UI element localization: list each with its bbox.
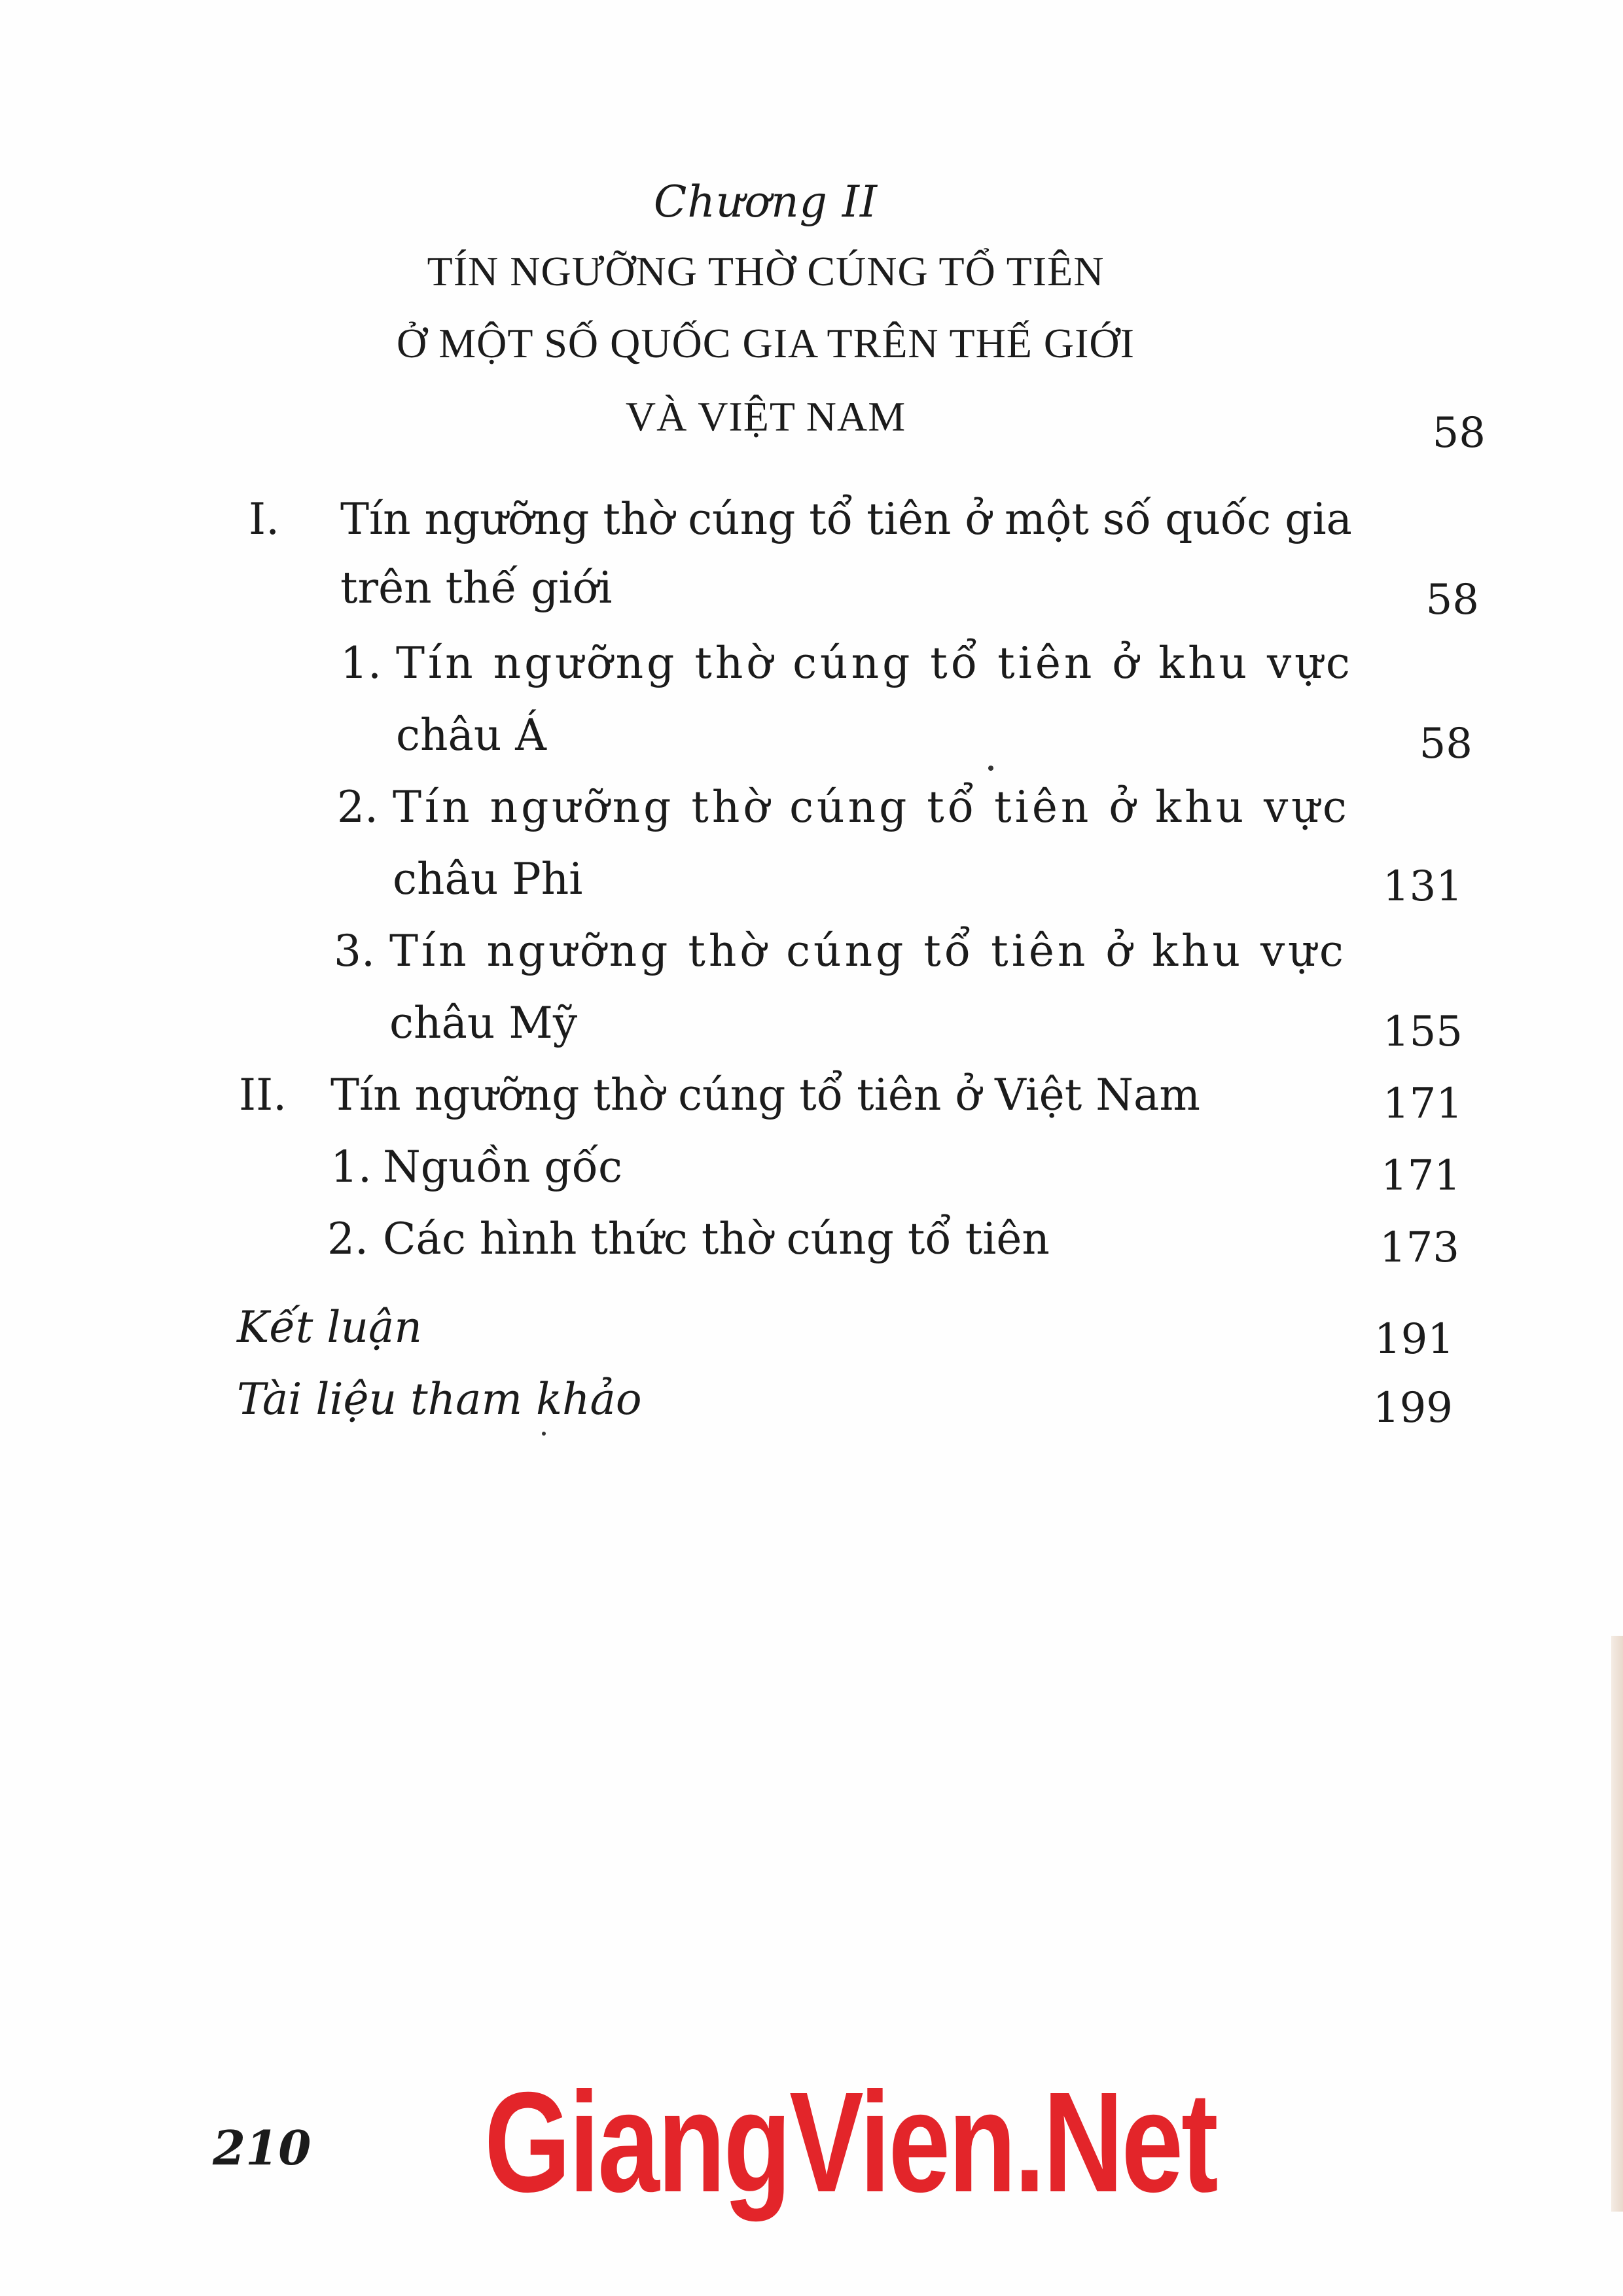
section-2-item-2-page-number: 173: [1379, 1224, 1459, 1272]
section-1-title-text: Tín ngưỡng thờ cúng tổ tiên ở một số quốc gia: [340, 494, 1352, 544]
section-1-title-line-2: trên thế giới: [340, 563, 613, 613]
conclusion-entry: Kết luận: [237, 1302, 422, 1352]
references-entry: Tài liệu tham khảo: [237, 1374, 642, 1424]
section-2-page-number: 171: [1382, 1080, 1463, 1128]
section-1-item-3-page-number: 155: [1382, 1008, 1463, 1056]
section-2-item-2-text: Các hình thức thờ cúng tổ tiên: [383, 1214, 1050, 1264]
section-1-item-2-page-number: 131: [1382, 862, 1463, 911]
section-1-page-number: 58: [1425, 576, 1479, 624]
section-1-item-3-line-2: châu Mỹ: [389, 998, 578, 1048]
section-1-item-2-line-1: Tín ngưỡng thờ cúng tổ tiên ở khu vực: [393, 782, 1350, 832]
section-2-numeral: II.: [239, 1070, 287, 1120]
section-1-item-1-line-2: châu Á: [396, 710, 546, 760]
chapter-title-line-1: TÍN NGƯỠNG THỜ CÚNG TỔ TIÊN: [427, 248, 1105, 294]
section-2-item-1-number: 1.: [330, 1142, 372, 1192]
chapter-label: Chương II: [653, 177, 878, 227]
references-page-number: 199: [1372, 1384, 1453, 1432]
section-1-item-3-number: 3.: [334, 926, 375, 976]
section-1-numeral: I.: [249, 494, 280, 544]
watermark-logo: GiangVien.Net: [484, 2063, 1217, 2222]
section-1-title-line-1: [340, 494, 1352, 544]
section-1-item-1-page-number: 58: [1419, 720, 1472, 768]
section-1-item-2-number: 2.: [337, 782, 378, 832]
section-2-item-1-text: Nguồn gốc: [383, 1142, 622, 1192]
section-1-item-1-number: 1.: [340, 638, 382, 688]
conclusion-page-number: 191: [1374, 1315, 1454, 1364]
section-1-item-1-line-1: Tín ngưỡng thờ cúng tổ tiên ở khu vực: [396, 638, 1353, 688]
section-1-item-2-line-2: châu Phi: [393, 854, 583, 904]
scan-edge-shadow: [1611, 1636, 1623, 2212]
scan-speck: [542, 1432, 546, 1436]
section-1-item-3-line-1: Tín ngưỡng thờ cúng tổ tiên ở khu vực: [389, 926, 1347, 976]
scan-speck: [988, 766, 993, 771]
section-2-title: Tín ngưỡng thờ cúng tổ tiên ở Việt Nam: [330, 1070, 1200, 1120]
chapter-title-line-2: Ở MỘT SỐ QUỐC GIA TRÊN THẾ GIỚI: [397, 320, 1135, 366]
section-2-item-2-number: 2.: [327, 1214, 368, 1264]
chapter-title-line-3: VÀ VIỆT NAM: [625, 393, 906, 440]
chapter-page-number: 58: [1432, 409, 1486, 457]
section-2-item-1-page-number: 171: [1380, 1152, 1461, 1200]
page-number: 210: [213, 2120, 312, 2176]
